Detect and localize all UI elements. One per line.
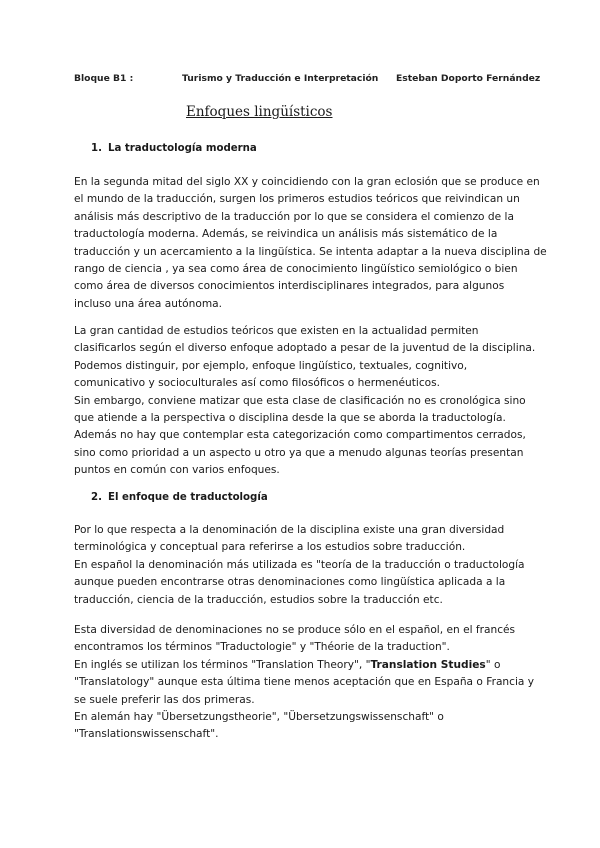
text-line: puntos en común con varios enfoques.: [74, 464, 280, 477]
text-line: La gran cantidad de estudios teóricos que existen en la actualidad permiten: [74, 325, 479, 337]
bold-term: Translation Studies: [370, 658, 486, 671]
text-line: [74, 657, 536, 674]
text-line: análisis más descriptivo de la traducción por lo que se considera el comienzo de la: [74, 210, 514, 223]
header-block: Bloque B1 :: [74, 73, 134, 84]
paragraph: [74, 174, 547, 313]
text-line: rango de ciencia , ya sea como área de conocimiento lingüístico semiológico o bien: [74, 263, 518, 276]
text-line: En español la denominación más utilizada es "teoría de la traducción o traductología: [74, 558, 525, 571]
section-heading-2: [91, 492, 268, 503]
paragraph: [74, 622, 536, 744]
text-line: traducción y un acercamiento a la lingüística. Se intenta adaptar a la nueva disciplina de: [74, 245, 547, 258]
text-line: "Translatology" aunque esta última tiene menos aceptación que en España o Francia y: [74, 676, 535, 689]
header-subject: Turismo y Traducción e Interpretación: [182, 73, 379, 84]
text-line: Además no hay que contemplar esta categorización como compartimentos cerrados,: [74, 429, 526, 442]
text-line: comunicativo y socioculturales así como filosóficos o hermenéuticos.: [74, 377, 441, 390]
text-line: clasificarlos según el diverso enfoque adoptado a pesar de la juventud de la disciplina.: [74, 342, 536, 355]
text-line: el mundo de la traducción, surgen los primeros estudios teóricos que reivindican un: [74, 193, 520, 206]
text-line: sino como prioridad a un aspecto u otro ya que a menudo algunas teorías presentan: [74, 446, 524, 459]
paragraph: [74, 323, 536, 480]
text-line: En la segunda mitad del siglo XX y coincidiendo con la gran eclosión que se produce en: [74, 176, 540, 188]
text-line: encontramos los términos "Traductologie" y "Théorie de la traduction".: [74, 641, 450, 654]
text-line: traducción, ciencia de la traducción, estudios sobre la traducción etc.: [74, 593, 443, 606]
paragraph: [74, 522, 536, 609]
text-line: "Translationswissenschaft".: [74, 728, 219, 741]
text-line: traductología moderna. Además, se reivindica un análisis más sistemático de la: [74, 228, 498, 241]
text-segment: En inglés se utilizan los términos "Translation Theory", ": [74, 658, 371, 671]
text-line: como área de diversos conocimientos interdisciplinares integrados, para algunos: [74, 280, 505, 293]
section-heading-1: [91, 143, 257, 154]
document-title: Enfoques lingüísticos: [186, 104, 333, 120]
page-header: [74, 73, 541, 87]
text-line: aunque pueden encontrarse otras denominaciones como lingüística aplicada a la: [74, 576, 506, 589]
text-line: Por lo que respecta a la denominación de la disciplina existe una gran diversidad: [74, 524, 505, 536]
text-line: que atiende a la perspectiva o disciplina desde la que se aborda la traductología.: [74, 412, 506, 425]
text-line: Sin embargo, conviene matizar que esta clase de clasificación no es cronológica sino: [74, 394, 526, 407]
text-line: Esta diversidad de denominaciones no se produce sólo en el español, en el francés: [74, 624, 516, 636]
text-segment: " o: [485, 658, 501, 671]
text-line: se suele preferir las dos primeras.: [74, 693, 255, 706]
text-line: incluso una área autónoma.: [74, 297, 223, 310]
section-number: 2.: [91, 492, 102, 503]
section-title: El enfoque de traductología: [108, 492, 268, 503]
text-line: En alemán hay "Übersetzungstheorie", "Übersetzungswissenschaft" o: [74, 711, 444, 724]
text-line: Podemos distinguir, por ejemplo, enfoque lingüístico, textuales, cognitivo,: [74, 359, 468, 372]
section-title: La traductología moderna: [108, 143, 257, 154]
section-number: 1.: [91, 143, 102, 154]
text-line: terminológica y conceptual para referirse a los estudios sobre traducción.: [74, 541, 466, 554]
header-author: Esteban Doporto Fernández: [396, 73, 541, 84]
